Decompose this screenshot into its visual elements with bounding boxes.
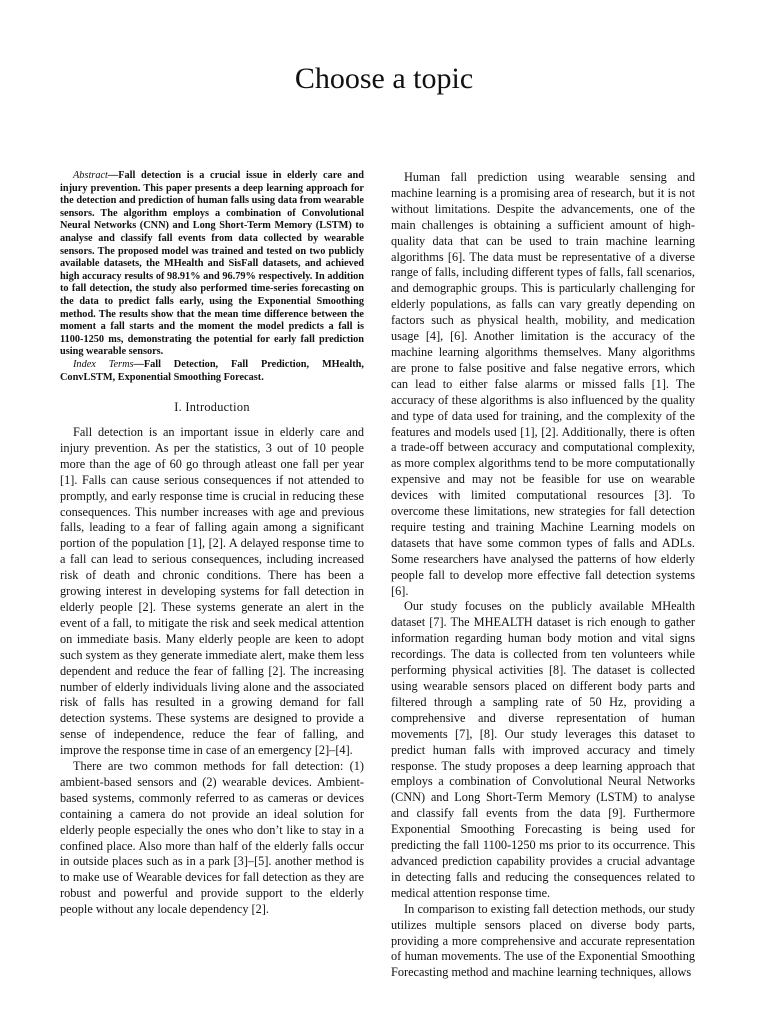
index-terms [60, 359, 364, 384]
right-column [391, 170, 695, 981]
body-paragraph: In comparison to existing fall detection methods, our study utilizes multiple sensors placed on diverse body parts, providing a more comprehensive and accurate representation of human movements. The use of the Exponential Smoothing Forecasting method and machine learning techniques, allows [391, 901, 695, 980]
paper-title: Choose a topic [294, 62, 474, 95]
section-heading-introduction: I. Introduction [174, 400, 250, 415]
abstract-label: Abstract [73, 170, 108, 181]
index-terms-text: —Fall Detection, Fall Prediction, MHealth, ConvLSTM, Exponential Smoothing Forecast. [60, 358, 364, 383]
abstract-paragraph [60, 170, 364, 359]
body-paragraph: Our study focuses on the publicly available MHealth dataset [7]. The MHEALTH dataset is rich enough to gather information regarding human body motion and vital signs recordings. The data is collected from ten volunteers while performing physical activities [8]. The dataset is collected using wearable sensors placed on different body parts and filtered through a sampling rate of 50 Hz, providing a comprehensive and diverse representation of human movements [7], [8]. Our study leverages this dataset to predict human falls with improved accuracy and timely response. The study proposes a deep learning approach that employs a combination of Convolutional Neural Networks (CNN) and Long Short-Term Memory (LSTM) to analyse and classify fall events from the data [9]. Furthermore Exponential Smoothing Forecasting is being used for predicting the fall 1100-1250 ms prior to its occurrence. This advanced prediction capability provides a crucial advantage in detecting falls and reducing the consequences related to medical attention response time. [391, 599, 695, 900]
body-paragraph: There are two common methods for fall detection: (1) ambient-based sensors and (2) wearable devices. Ambient-based systems, commonly referred to as cameras or devices containing a camera do not provide an ideal solution for elderly people especially the ones who don’t like to stay in a confined place. Also more than half of the elderly falls occur in outside places such as in a park [3]–[5]. another method is to make use of Wearable devices for fall detection as they are robust and powerful and provide support to the elderly people without any locale dependency [2]. [60, 759, 364, 917]
body-paragraph: Fall detection is an important issue in elderly care and injury prevention. As per the statistics, 3 out of 10 people more than the age of 60 go through atleast one fall per year [1]. Falls can cause serious consequences if not attended to promptly, and early response time is crucial in reducing these consequences. This number increases with age and previous falls, leading to a fear of falling again among a significant portion of the population [1], [2]. A delayed response time to a fall can lead to serious consequences, including increased risk of death and chronic conditions. There has been a growing interest in developing systems for fall detection in elderly people [2]. These systems generate an alert in the event of a fall, to mitigate the risk and seek medical attention on immediate basis. Many elderly people are keen to adopt such system as they generate immediate alert, make them less dependent and reduce the fear of falling [2]. The increasing number of elderly individuals living alone and the associated risk of falls has resulted in a growing demand for fall detection systems. These systems are designed to provide a sense of independence, reduce the fear of falling, and improve the response time in case of an emergency [2]–[4]. [60, 425, 364, 758]
body-paragraph: Human fall prediction using wearable sensing and machine learning is a promising area of research, but it is not without limitations. Despite the advancements, one of the main challenges is obtaining a sufficient amount of high-quality data that can be used to train machine learning algorithms [6]. The data must be representative of a diverse range of falls, including different types of falls, fall scenarios, and demographic groups. This is particularly challenging for elderly populations, as falls can vary greatly depending on factors such as physical health, mobility, and medication usage [4], [6]. Another limitation is the accuracy of the machine learning algorithms themselves. Many algorithms are prone to false positive and false negative errors, which can lead to either false alarms or missed falls [1]. The accuracy of these algorithms is also influenced by the quality and type of data used for training, and the complexity of the features and models used [1], [2]. Additionally, there is often a trade-off between accuracy and computational complexity, as more complex algorithms tend to be more computationally expensive and may not be feasible for use on wearable devices with limited computational resources [3]. To overcome these limitations, new strategies for fall detection require testing and training Machine Learning models on datasets that have some common types of falls and ADLs. Some researchers have analysed the patterns of how elderly people fall to develop more effective fall detection systems [6]. [391, 170, 695, 598]
index-terms-label: Index Terms [73, 358, 134, 370]
abstract [60, 170, 364, 384]
abstract-text: —Fall detection is a crucial issue in elderly care and injury prevention. This paper presents a deep learning approach for the detection and prediction of human falls using data from wearable sensors. The algorithm employs a combination of Convolutional Neural Networks (CNN) and Long Short-Term Memory (LSTM) to analyse and classify fall events from data collected by wearable sensors. The proposed model was trained and tested on two publicly available datasets, the MHealth and SisFall datasets, and achieved high accuracy results of 98.91% and 96.79% respectively. In addition to fall detection, the study also performed time-series forecasting on the data to predict falls early, using the Exponential Smoothing method. The results show that the mean time difference between the moment a fall starts and the moment the model predicts a fall is 1100-1250 ms, demonstrating the potential for early fall prediction using wearable sensors. [60, 170, 364, 358]
left-column [60, 170, 364, 918]
